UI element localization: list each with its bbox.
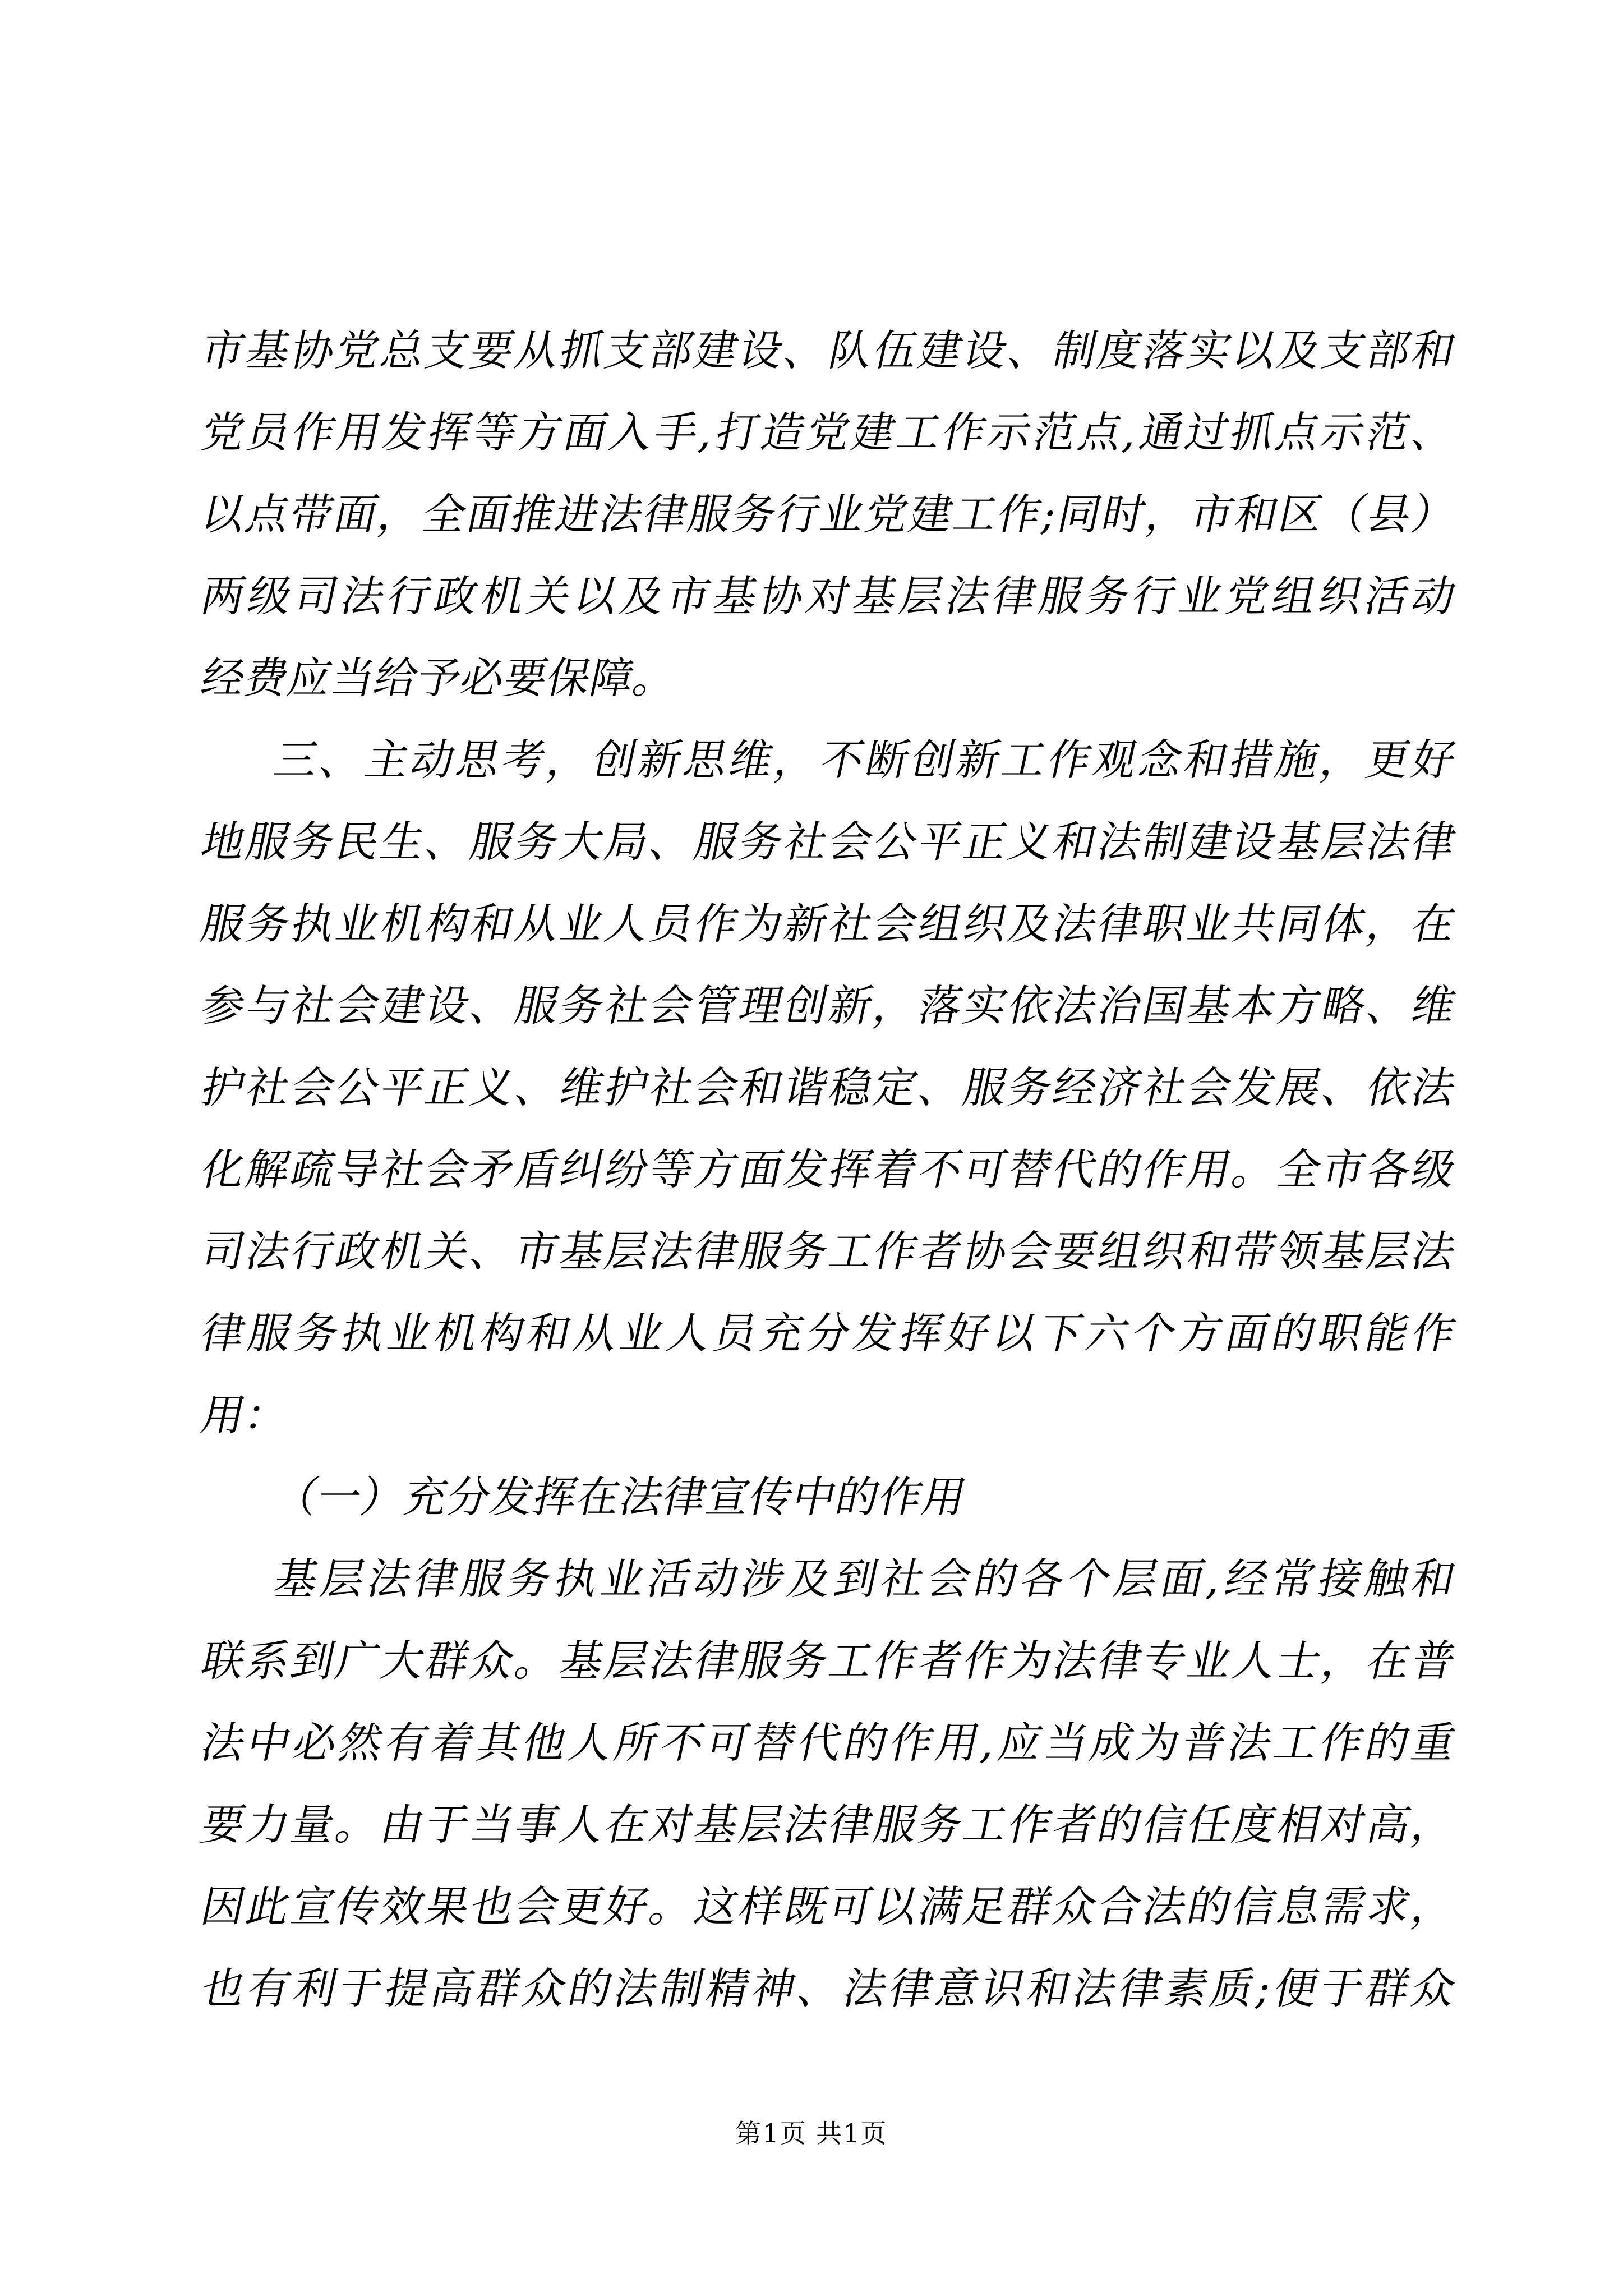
text-line: 因此宣传效果也会更好。这样既可以满足群众合法的信息需求， xyxy=(197,1881,1461,1931)
text-line: 法中必然有着其他人所不可替代的作用,应当成为普法工作的重 xyxy=(197,1718,1461,1768)
text-line: 服务执业机构和从业人员作为新社会组织及法律职业共同体，在 xyxy=(197,899,1461,949)
text-line: 也有利于提高群众的法制精神、法律意识和法律素质;便于群众 xyxy=(197,1963,1461,2013)
text-line: 司法行政机关、市基层法律服务工作者协会要组织和带领基层法 xyxy=(197,1226,1461,1276)
text-line: 参与社会建设、服务社会管理创新，落实依法治国基本方略、维 xyxy=(197,981,1461,1030)
text-line: 护社会公平正义、维护社会和谐稳定、服务经济社会发展、依法 xyxy=(197,1062,1461,1112)
text-line: 三、主动思考，创新思维，不断创新工作观念和措施，更好 xyxy=(270,735,1461,785)
text-line: 律服务执业机构和从业人员充分发挥好以下六个方面的职能作 xyxy=(197,1308,1461,1358)
page-footer: 第1页 共1页 xyxy=(735,2118,888,2148)
document-body xyxy=(193,310,1461,2030)
text-line: 经费应当给予必要保障。 xyxy=(197,653,683,703)
text-line: 化解疏导社会矛盾纠纷等方面发挥着不可替代的作用。全市各级 xyxy=(197,1144,1461,1194)
text-line: 地服务民生、服务大局、服务社会公平正义和法制建设基层法律 xyxy=(197,817,1461,867)
text-line: 要力量。由于当事人在对基层法律服务工作者的信任度相对高， xyxy=(197,1800,1461,1849)
text-line: （一）充分发挥在法律宣传中的作用 xyxy=(270,1472,972,1522)
text-line: 以点带面，全面推进法律服务行业党建工作;同时，市和区（县） xyxy=(197,489,1461,539)
text-line: 用： xyxy=(197,1390,294,1440)
text-line: 基层法律服务执业活动涉及到社会的各个层面,经常接触和 xyxy=(270,1554,1461,1604)
text-line: 市基协党总支要从抓支部建设、队伍建设、制度落实以及支部和 xyxy=(197,325,1461,375)
text-line: 两级司法行政机关以及市基协对基层法律服务行业党组织活动 xyxy=(197,571,1461,621)
text-line: 联系到广大群众。基层法律服务工作者作为法律专业人士，在普 xyxy=(197,1636,1461,1686)
text-line: 党员作用发挥等方面入手,打造党建工作示范点,通过抓点示范、 xyxy=(197,407,1461,457)
